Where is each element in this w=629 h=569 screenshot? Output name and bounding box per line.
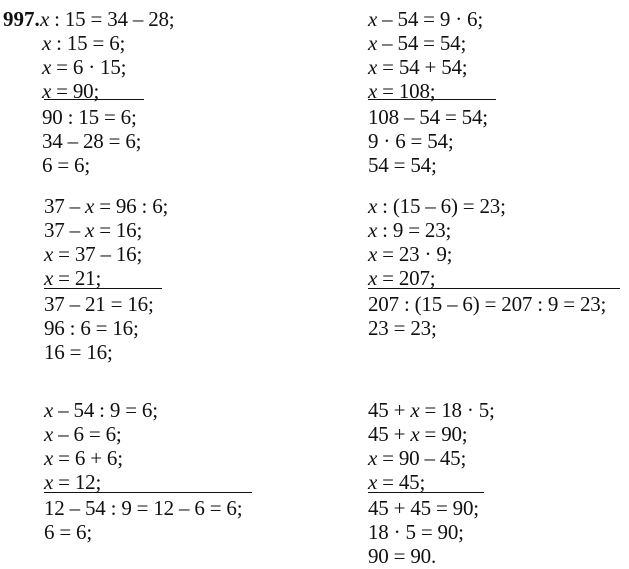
check-line: 90 = 90. xyxy=(368,544,436,568)
check-line: 54 = 54; xyxy=(368,153,437,177)
check-line: 16 = 16; xyxy=(44,340,113,364)
check-line: 18 · 5 = 90; xyxy=(368,520,464,544)
check-line: 9 · 6 = 54; xyxy=(368,129,454,153)
answer-rule xyxy=(368,288,620,289)
equation-line: x = 37 – 16; xyxy=(44,242,143,266)
equation-line: x : 9 = 23; xyxy=(368,218,452,242)
check-line: 12 – 54 : 9 = 12 – 6 = 6; xyxy=(44,496,243,520)
check-line: 90 : 15 = 6; xyxy=(42,105,137,129)
answer-rule xyxy=(44,492,252,493)
equation-line: 37 – x = 96 : 6; xyxy=(44,194,169,218)
answer-line: x = 21; xyxy=(44,266,102,290)
equation-line: x : 15 = 34 – 28; xyxy=(40,7,175,31)
equation-line: x – 6 = 6; xyxy=(44,422,122,446)
equation-line: 45 + x = 90; xyxy=(368,422,468,446)
equation-line: x = 6 + 6; xyxy=(44,446,123,470)
check-line: 23 = 23; xyxy=(368,316,437,340)
answer-rule xyxy=(44,288,162,289)
check-line: 37 – 21 = 16; xyxy=(44,292,154,316)
equation-line: x = 6 · 15; xyxy=(42,55,127,79)
answer-rule xyxy=(368,99,496,100)
equation-line: 45 + x = 18 · 5; xyxy=(368,398,495,422)
check-line: 45 + 45 = 90; xyxy=(368,496,479,520)
equation-line: x – 54 = 9 · 6; xyxy=(368,7,483,31)
answer-rule xyxy=(368,492,484,493)
equation-line: x – 54 : 9 = 6; xyxy=(44,398,158,422)
check-line: 34 – 28 = 6; xyxy=(42,129,142,153)
answer-line: x = 108; xyxy=(368,79,436,103)
equation-line: x = 54 + 54; xyxy=(368,55,468,79)
equation-line: x : 15 = 6; xyxy=(42,31,126,55)
answer-rule xyxy=(44,99,144,100)
answer-line: x = 45; xyxy=(368,470,426,494)
check-line: 96 : 6 = 16; xyxy=(44,316,139,340)
equation-line: x – 54 = 54; xyxy=(368,31,467,55)
equation-line: 37 – x = 16; xyxy=(44,218,143,242)
check-line: 6 = 6; xyxy=(44,520,92,544)
answer-line: x = 90; xyxy=(42,79,100,103)
equation-line: x = 23 · 9; xyxy=(368,242,453,266)
answer-line: x = 12; xyxy=(44,470,102,494)
task-number: 997. xyxy=(3,7,40,31)
answer-line: x = 207; xyxy=(368,266,436,290)
equation-line: x : (15 – 6) = 23; xyxy=(368,194,506,218)
check-line: 108 – 54 = 54; xyxy=(368,105,488,129)
check-line: 6 = 6; xyxy=(42,153,90,177)
equation-line: x = 90 – 45; xyxy=(368,446,467,470)
check-line: 207 : (15 – 6) = 207 : 9 = 23; xyxy=(368,292,607,316)
